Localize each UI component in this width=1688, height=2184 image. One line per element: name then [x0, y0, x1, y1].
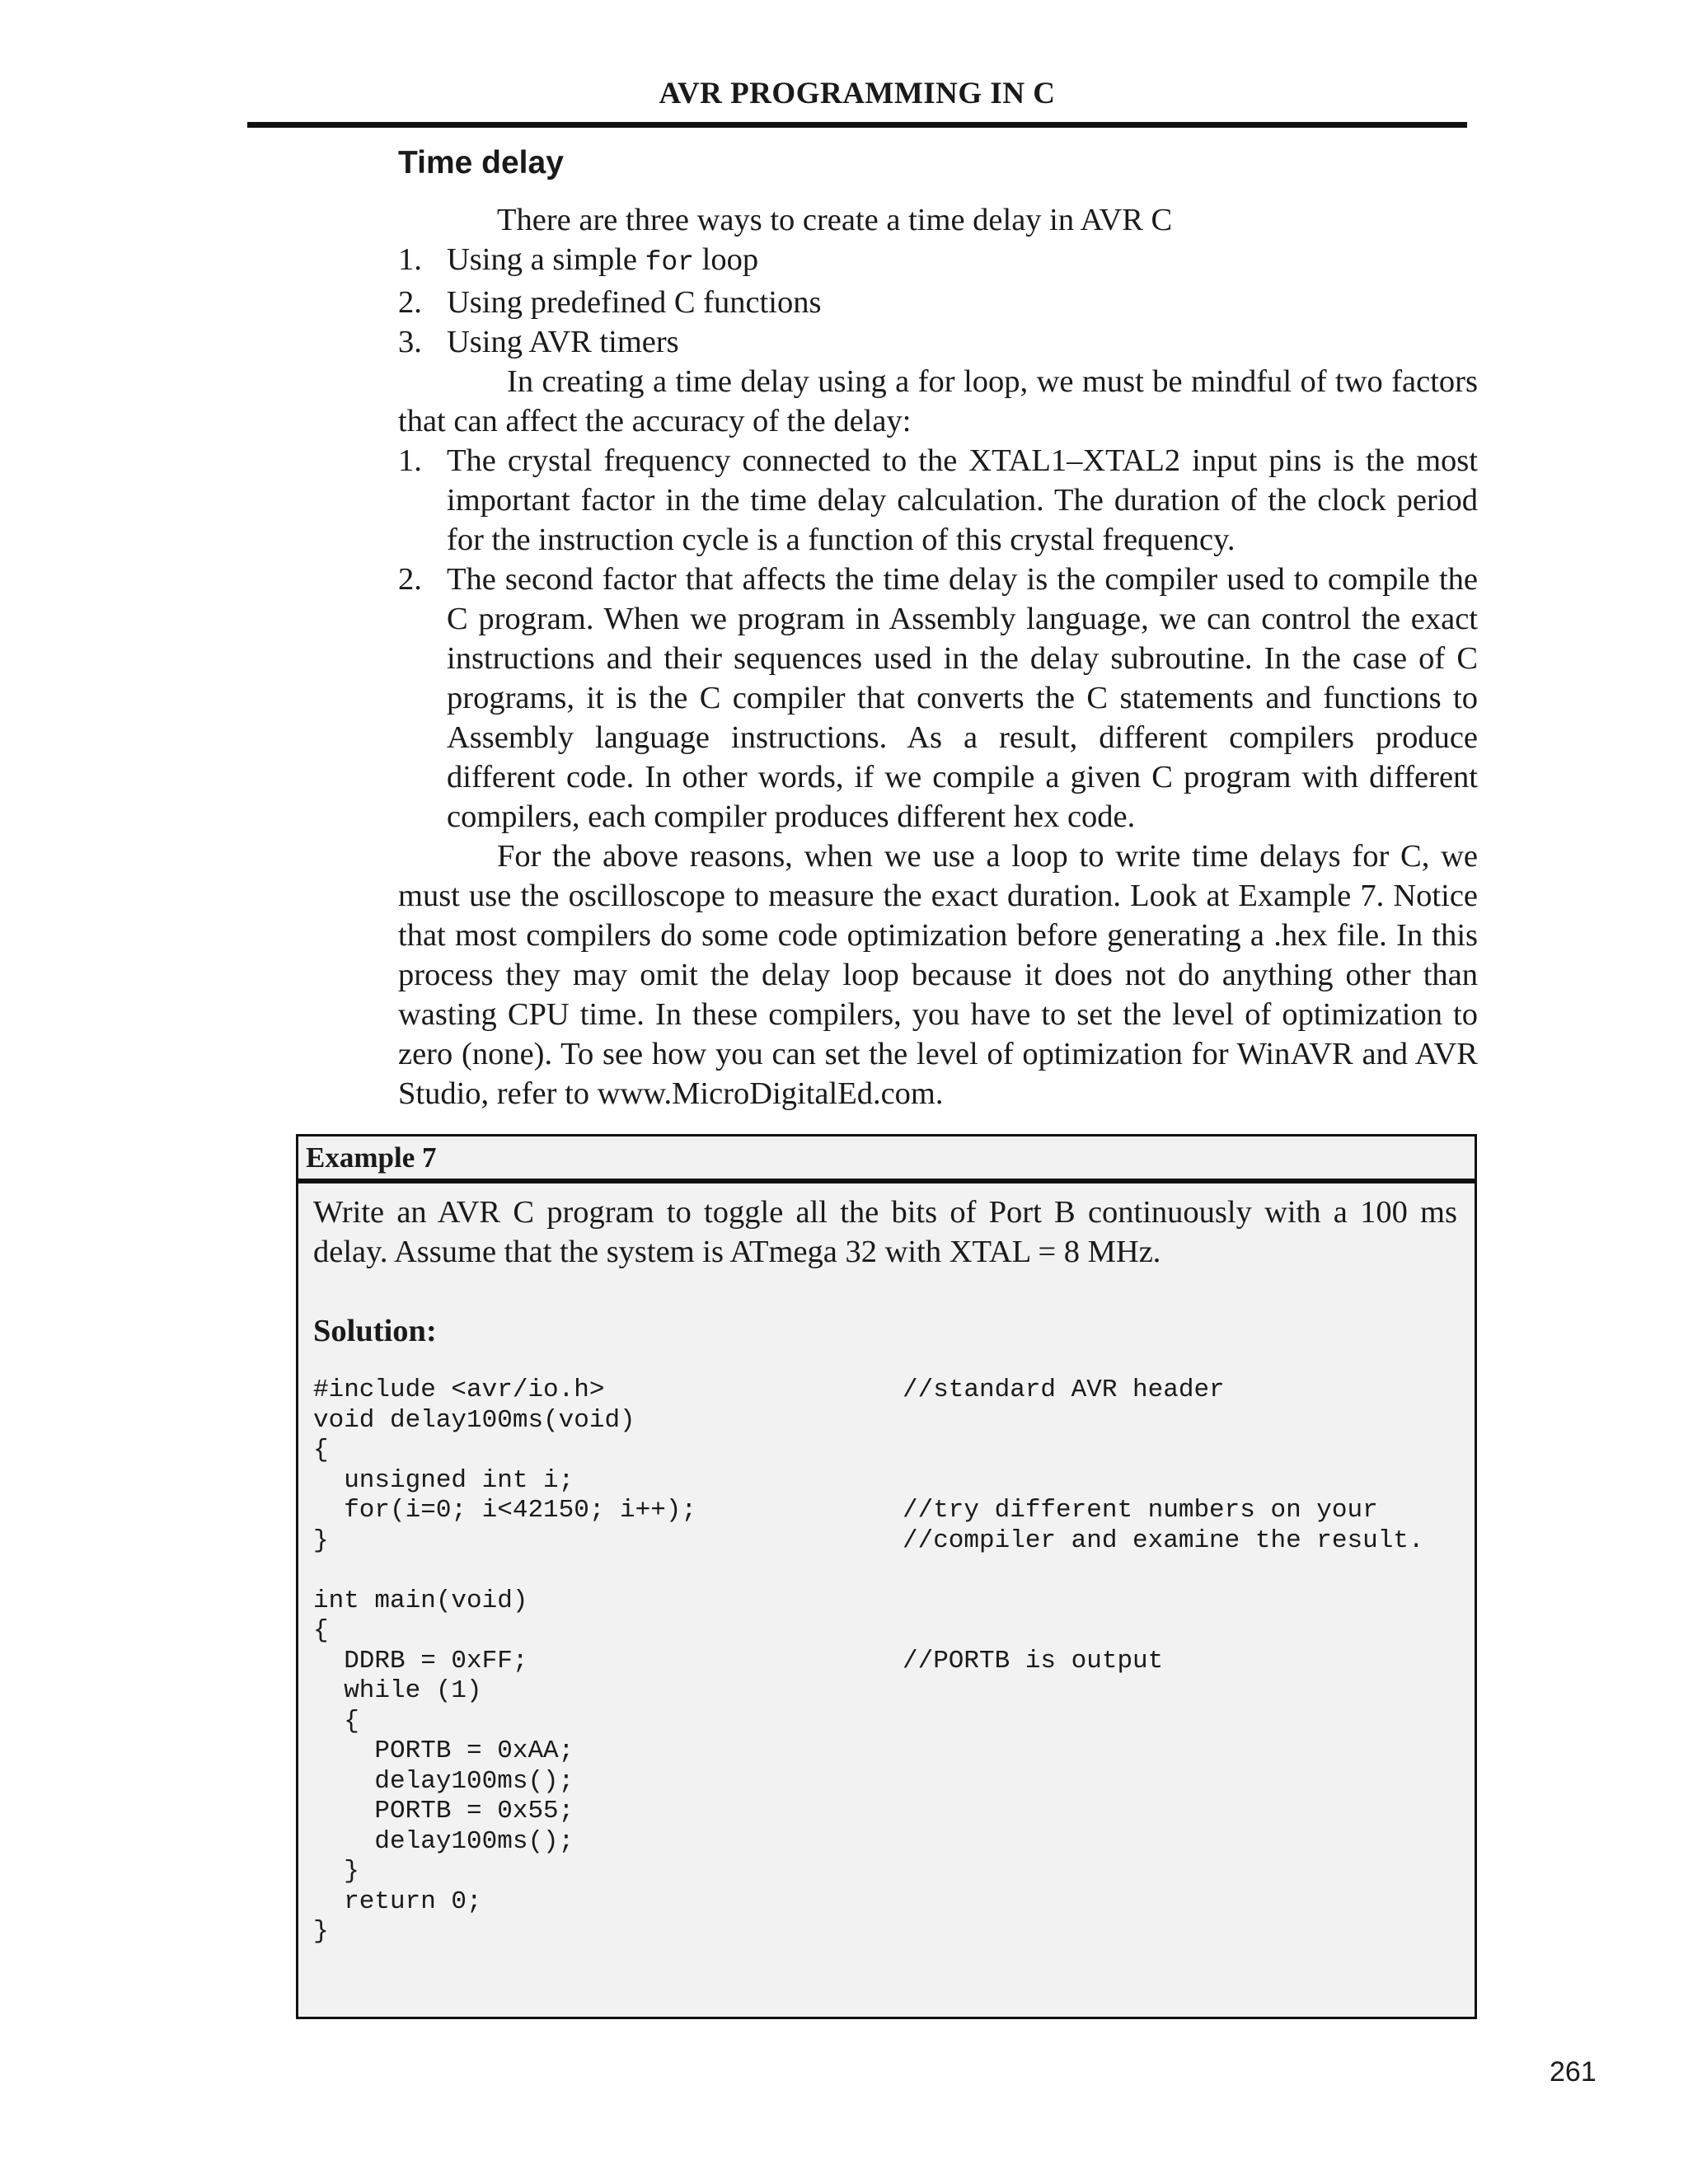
list-item	[398, 322, 1478, 362]
list-item-text: Using a simple	[447, 242, 645, 277]
running-head: AVR PROGRAMMING IN C	[659, 77, 1056, 110]
example-title: Example 7	[298, 1137, 1475, 1183]
list-item-text: The second factor that affects the time delay is the compiler used to compile the C program. When we program in Assembly language, we can control the exact instructions and their sequences used in the delay subroutine. In the case of C programs, it is the C compiler that converts the C statements and functions to Assembly language instructions. As a result, different compilers produce different code. In other words, if we compile a given C program with different compilers, each compiler produces different hex code.	[447, 562, 1478, 834]
code-comment: //compiler and examine the result.	[903, 1526, 1424, 1555]
list-number: 2.	[398, 285, 422, 320]
list-item	[398, 283, 1478, 322]
code-comment: //try different numbers on your	[903, 1496, 1378, 1525]
code-line	[313, 1406, 1467, 1436]
list-number: 1.	[398, 242, 422, 277]
code-statement: }	[313, 1917, 329, 1946]
factors-intro-paragraph: In creating a time delay using a for loop, we must be mindful of two factors that can affect the accuracy of the delay:	[398, 364, 1478, 438]
delay-methods-list	[398, 240, 1478, 362]
list-number: 2.	[398, 562, 422, 597]
code-line	[313, 1827, 1467, 1858]
header-rule	[247, 122, 1467, 128]
reasons-paragraph: For the above reasons, when we use a loop to write time delays for C, we must use the oscilloscope to measure the exact duration. Look at Example 7. Notice that most compilers do some code optimization before generating a .hex file. In this process they may omit the delay loop because it does not do anything other than wasting CPU time. In these compilers, you have to set the level of optimization to zero (none). To see how you can set the level of optimization for WinAVR and AVR Studio, refer to www.MicroDigitalEd.com.	[398, 839, 1478, 1111]
code-listing	[313, 1376, 1467, 1947]
code-line	[313, 1586, 1467, 1617]
code-statement: void delay100ms(void)	[313, 1405, 635, 1435]
code-line	[313, 1556, 1467, 1586]
list-item-text: Using AVR timers	[447, 325, 679, 359]
code-statement: return 0;	[313, 1886, 482, 1916]
list-item	[398, 441, 1478, 560]
code-line	[313, 1466, 1467, 1497]
code-statement: #include <avr/io.h>	[313, 1376, 605, 1404]
code-line	[313, 1616, 1467, 1647]
code-line	[313, 1887, 1467, 1918]
code-statement: delay100ms();	[313, 1826, 574, 1856]
solution-label: Solution:	[313, 1314, 437, 1348]
code-comment: //standard AVR header	[903, 1376, 1225, 1404]
example-box	[296, 1134, 1477, 2019]
code-line	[313, 1526, 1467, 1557]
code-line	[313, 1496, 1467, 1526]
body-text	[398, 200, 1478, 1113]
code-line	[313, 1797, 1467, 1827]
code-line	[313, 1917, 1467, 1947]
code-statement: int main(void)	[313, 1586, 528, 1615]
code-statement: {	[313, 1436, 329, 1465]
list-item	[398, 240, 1478, 283]
code-statement: while (1)	[313, 1676, 482, 1705]
code-statement: delay100ms();	[313, 1766, 574, 1796]
code-statement: for(i=0; i<42150; i++);	[313, 1496, 697, 1525]
list-number: 1.	[398, 443, 422, 478]
code-line	[313, 1857, 1467, 1887]
code-statement: {	[313, 1706, 359, 1736]
code-comment: //PORTB is output	[903, 1646, 1164, 1675]
code-statement: PORTB = 0xAA;	[313, 1736, 574, 1765]
code-statement: }	[313, 1526, 329, 1555]
code-statement: }	[313, 1857, 359, 1886]
inline-code: for	[645, 247, 695, 278]
list-item-text: The crystal frequency connected to the XTAL1–XTAL2 input pins is the most important factor in the time delay calculation. The duration of the clock period for the instruction cycle is a function of this crystal frequency.	[447, 443, 1478, 557]
list-number: 3.	[398, 325, 422, 359]
code-statement: {	[313, 1616, 329, 1645]
code-line	[313, 1767, 1467, 1797]
code-statement: DDRB = 0xFF;	[313, 1646, 528, 1675]
code-line	[313, 1676, 1467, 1707]
list-item	[398, 560, 1478, 837]
code-line	[313, 1436, 1467, 1466]
example-question: Write an AVR C program to toggle all the bits of Port B continuously with a 100 ms delay. Assume that the system is ATmega 32 with XTAL = 8 MHz.	[313, 1195, 1457, 1269]
intro-paragraph: There are three ways to create a time delay in AVR C	[497, 203, 1173, 237]
code-line	[313, 1736, 1467, 1767]
list-item-text: Using predefined C functions	[447, 285, 822, 320]
factors-list	[398, 441, 1478, 837]
code-line	[313, 1376, 1467, 1406]
page-number: 261	[1550, 2056, 1597, 2088]
code-statement: PORTB = 0x55;	[313, 1797, 574, 1825]
section-title: Time delay	[398, 145, 564, 180]
list-item-text: loop	[694, 242, 759, 277]
code-line	[313, 1707, 1467, 1737]
code-line	[313, 1647, 1467, 1677]
code-statement: unsigned int i;	[313, 1465, 574, 1495]
